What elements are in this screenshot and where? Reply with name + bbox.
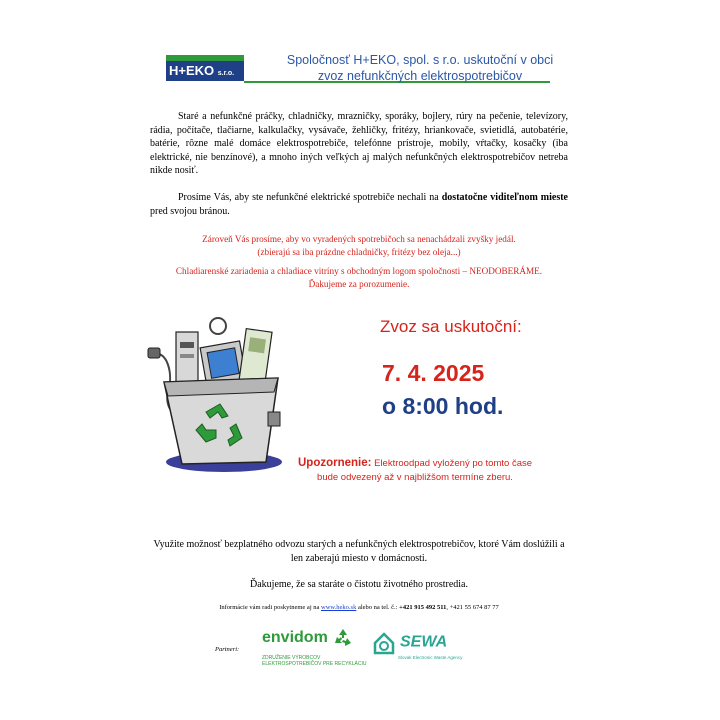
thanks-text: Ďakujeme, že sa staráte o čistotu životného prostredia. bbox=[250, 579, 468, 590]
pickup-date: 7. 4. 2025 bbox=[382, 360, 485, 386]
envidom-logo: envidom ZDRUŽENIE VÝROBCOV ELEKTROSPOTREBIČOV PRE RECYKLÁCIU bbox=[262, 628, 367, 667]
pickup-label: Zvoz sa uskutoční: bbox=[380, 317, 522, 336]
website-link[interactable]: www.heko.sk bbox=[321, 604, 357, 611]
warning-note: Upozornenie: Elektroodpad vyložený po tomto čase bude odvezený až v najbližšom termíne zberu. bbox=[297, 457, 533, 483]
heko-logo: H+EKO s.r.o. bbox=[166, 61, 244, 81]
recycle-icon bbox=[332, 627, 354, 649]
pickup-time: o 8:00 hod. bbox=[382, 393, 504, 419]
partners-label: Partneri: bbox=[215, 646, 240, 653]
contact-info: Informácie vám radi poskytneme aj na www.heko.sk alebo na tel. č.: +421 915 492 511, +421 55 674 87 77 bbox=[219, 604, 499, 611]
paragraph-placement: Prosíme Vás, aby ste nefunkčné elektrické spotrebiče nechali na dostatočne viditeľnom mieste pred svojou bránou. bbox=[150, 192, 568, 217]
recycling-bin-illustration bbox=[146, 312, 286, 477]
paragraph-appliances: Staré a nefunkčné práčky, chladničky, mrazničky, sporáky, bojlery, rúry na pečenie, televízory, rádia, počítače, tlačiarne, kalkulačky, vysávače, žehličky, fritézy, hriankovače, svietidlá, autobatérie, batérie, rôzne malé domáce elektrospotrebiče, telefónne prístroje, mobily, vŕtačky, kosačky (iba elektrické, nie benzínové), a mnoho iných veľkých aj malých nefunkčných elektrospotrebičov netreba nikde nosiť. bbox=[150, 111, 568, 177]
note-refrigeration: Chladiarenské zariadenia a chladiace vitríny s obchodným logom spoločnosti – NEODOBERÁME. Ďakujeme za porozumenie. bbox=[175, 266, 543, 289]
free-pickup-text: Využite možnosť bezplatného odvozu starých a nefunkčných elektrospotrebičov, ktoré Vám doslúžili a len zaberajú miesto v domácnosti. bbox=[153, 539, 565, 564]
page-title: Spoločnosť H+EKO, spol. s r.o. uskutoční v obci zvoz nefunkčných elektrospotrebičov bbox=[286, 53, 554, 83]
note-food-remains: Zároveň Vás prosíme, aby vo vyradených spotrebičoch sa nenachádzali zvyšky jedál. (zbierajú sa iba prázdne chladničky, fritézy bez oleja...) bbox=[202, 234, 516, 257]
sewa-house-icon bbox=[372, 631, 396, 655]
sewa-logo: SEWA Slovak Electronic Waste Agency bbox=[372, 631, 462, 660]
